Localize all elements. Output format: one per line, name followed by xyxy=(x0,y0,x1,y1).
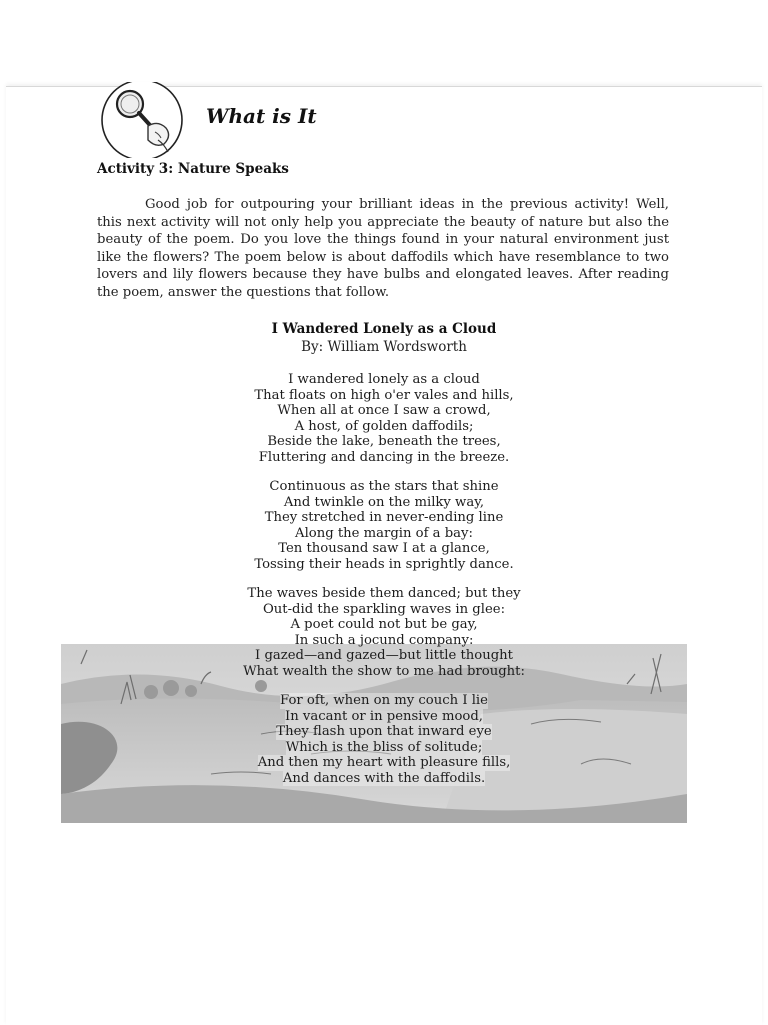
poem-line: A poet could not but be gay, xyxy=(290,617,478,632)
poem-line: And then my heart with pleasure fills, xyxy=(257,755,511,770)
poem-line: And dances with the daffodils. xyxy=(282,770,486,786)
poem-line: Continuous as the stars that shine xyxy=(269,479,499,494)
poem-author: By: William Wordsworth xyxy=(301,339,467,355)
poem-line: The waves beside them danced; but they xyxy=(247,586,521,601)
poem-line: Tossing their heads in sprightly dance. xyxy=(254,556,514,572)
intro-line: lovers and lily flowers because they have bulbs and elongated leaves. After reading xyxy=(97,267,669,283)
intro-line: beauty of the poem. Do you love the things found in your natural environment just xyxy=(97,232,669,248)
poem-line: Ten thousand saw I at a glance, xyxy=(278,541,490,556)
poem-line: A host, of golden daffodils; xyxy=(294,418,474,434)
poem-stanza xyxy=(0,586,768,679)
poem-line: They flash upon that inward eye xyxy=(276,724,492,739)
poem-line: That floats on high o'er vales and hills, xyxy=(254,387,514,403)
section-title: What is It xyxy=(206,104,317,128)
poem-line: Along the margin of a bay: xyxy=(295,525,473,541)
activity-title: Activity 3: Nature Speaks xyxy=(97,161,289,177)
intro-line: like the flowers? The poem below is about daffodils which have resemblance to two xyxy=(97,249,669,265)
poem-line: For oft, when on my couch I lie xyxy=(280,693,488,708)
intro-line: this next activity will not only help you appreciate the beauty of nature but also the xyxy=(97,214,669,230)
poem-line: In such a jocund company: xyxy=(294,632,474,648)
poem-title: I Wandered Lonely as a Cloud xyxy=(271,321,497,337)
poem-line: I wandered lonely as a cloud xyxy=(288,372,480,387)
poem-line: Out-did the sparkling waves in glee: xyxy=(262,601,506,617)
magnifying-glass-icon xyxy=(100,82,186,158)
poem-line: What wealth the show to me had brought: xyxy=(243,663,525,679)
poem-line: And twinkle on the milky way, xyxy=(283,494,485,510)
poem-line: They stretched in never-ending line xyxy=(264,510,504,525)
poem-line: Fluttering and dancing in the breeze. xyxy=(258,449,510,465)
poem-line: Beside the lake, beneath the trees, xyxy=(267,434,501,449)
poem-body xyxy=(0,372,768,800)
poem-stanza xyxy=(0,693,768,786)
poem-line: I gazed—and gazed—but little thought xyxy=(255,648,513,663)
poem-line: In vacant or in pensive mood, xyxy=(285,708,483,724)
poem-line: Which is the bliss of solitude; xyxy=(285,739,483,755)
poem-stanza xyxy=(0,372,768,465)
poem-line: When all at once I saw a crowd, xyxy=(277,403,491,418)
intro-line: Good job for outpouring your brilliant ideas in the previous activity! Well, xyxy=(145,197,669,212)
intro-line: the poem, answer the questions that follow. xyxy=(97,284,390,300)
intro-paragraph xyxy=(97,196,669,302)
poem-stanza xyxy=(0,479,768,572)
